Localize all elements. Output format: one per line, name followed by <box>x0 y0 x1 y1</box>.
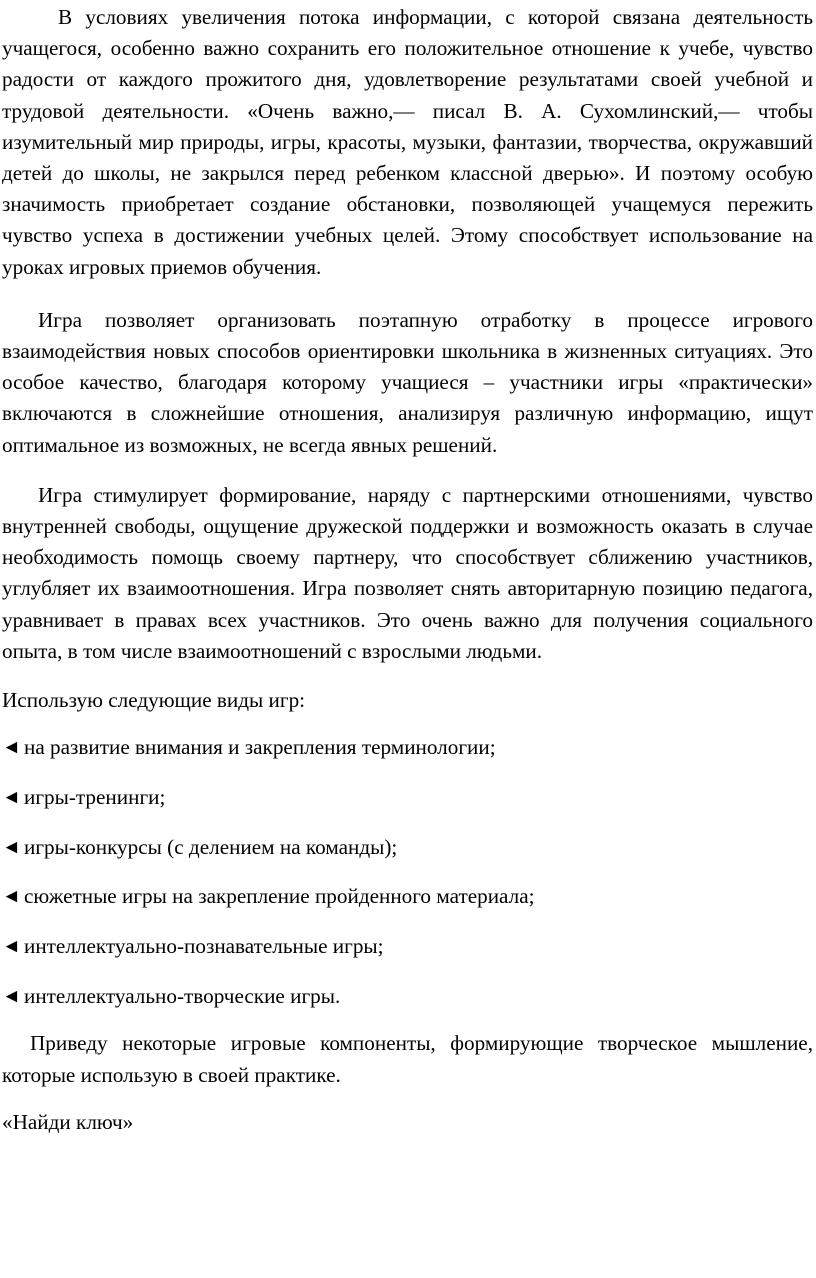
list-item <box>2 981 813 1012</box>
list-item <box>2 732 813 763</box>
game-title: «Найди ключ» <box>2 1109 134 1134</box>
left-triangle-bullet-icon: ◄ <box>2 985 21 1007</box>
list-item-text: на развитие внимания и закрепления терминологии; <box>24 735 496 760</box>
left-triangle-bullet-icon: ◄ <box>2 886 21 908</box>
list-item <box>2 931 813 962</box>
list-item-text: сюжетные игры на закрепление пройденного материала; <box>24 884 535 909</box>
list-item <box>2 881 813 912</box>
list-item-text: игры-конкурсы (с делением на команды); <box>24 834 398 859</box>
list-item <box>2 782 813 813</box>
left-triangle-bullet-icon: ◄ <box>2 936 21 958</box>
left-triangle-bullet-icon: ◄ <box>2 836 21 858</box>
list-item <box>2 832 813 863</box>
paragraph-intro: В условиях увеличения потока информации, с которой связана деятельность учащегося, особенно важно сохранить его положительное отношение к учебе, чувство радости от каждого прожитого дня, удовлетворение результатами своей учебной и трудовой деятельности. «Очень важно,— писал В. А. Сухомлинский,— чтобы изумительный мир природы, игры, красоты, музыки, фантазии, творчества, окружавший детей до школы, не закрылся перед ребенком классной дверью». И поэтому особую значимость приобретает создание обстановки, позволяющей учащемуся пережить чувство успеха в достижении учебных целей. Этому способствует использование на уроках игровых приемов обучения. <box>2 5 813 279</box>
paragraph-game-stimulates: Игра стимулирует формирование, наряду с партнерскими отношениями, чувство внутренней свободы, ощущение дружеской поддержки и возможность оказать в случае необходимость помощь своему партнеру, что способствует сближению участников, углубляет их взаимоотношения. Игра позволяет снять авторитарную позицию педагога, уравнивает в правах всех участников. Это очень важно для получения социального опыта, в том числе взаимоотношений с взрослыми людьми. <box>2 482 813 663</box>
game-types-intro: Использую следующие виды игр: <box>2 688 306 713</box>
list-item-text: интеллектуально-познавательные игры; <box>24 934 384 959</box>
left-triangle-bullet-icon: ◄ <box>2 737 21 759</box>
game-types-list <box>2 732 813 1012</box>
list-item-text: игры-тренинги; <box>24 784 166 809</box>
list-item-text: интеллектуально-творческие игры. <box>24 983 341 1008</box>
paragraph-game-interaction: Игра позволяет организовать поэтапную отработку в процессе игрового взаимодействия новых способов ориентировки школьника в жизненных ситуациях. Это особое качество, благодаря которому учащиеся – участники игры «практически» включаются в сложнейшие отношения, анализируя различную информацию, ищут оптимальное из возможных, не всегда явных решений. <box>2 307 813 457</box>
left-triangle-bullet-icon: ◄ <box>2 786 21 808</box>
paragraph-closing: Приведу некоторые игровые компоненты, формирующие творческое мышление, которые использую в своей практике. <box>2 1031 813 1087</box>
